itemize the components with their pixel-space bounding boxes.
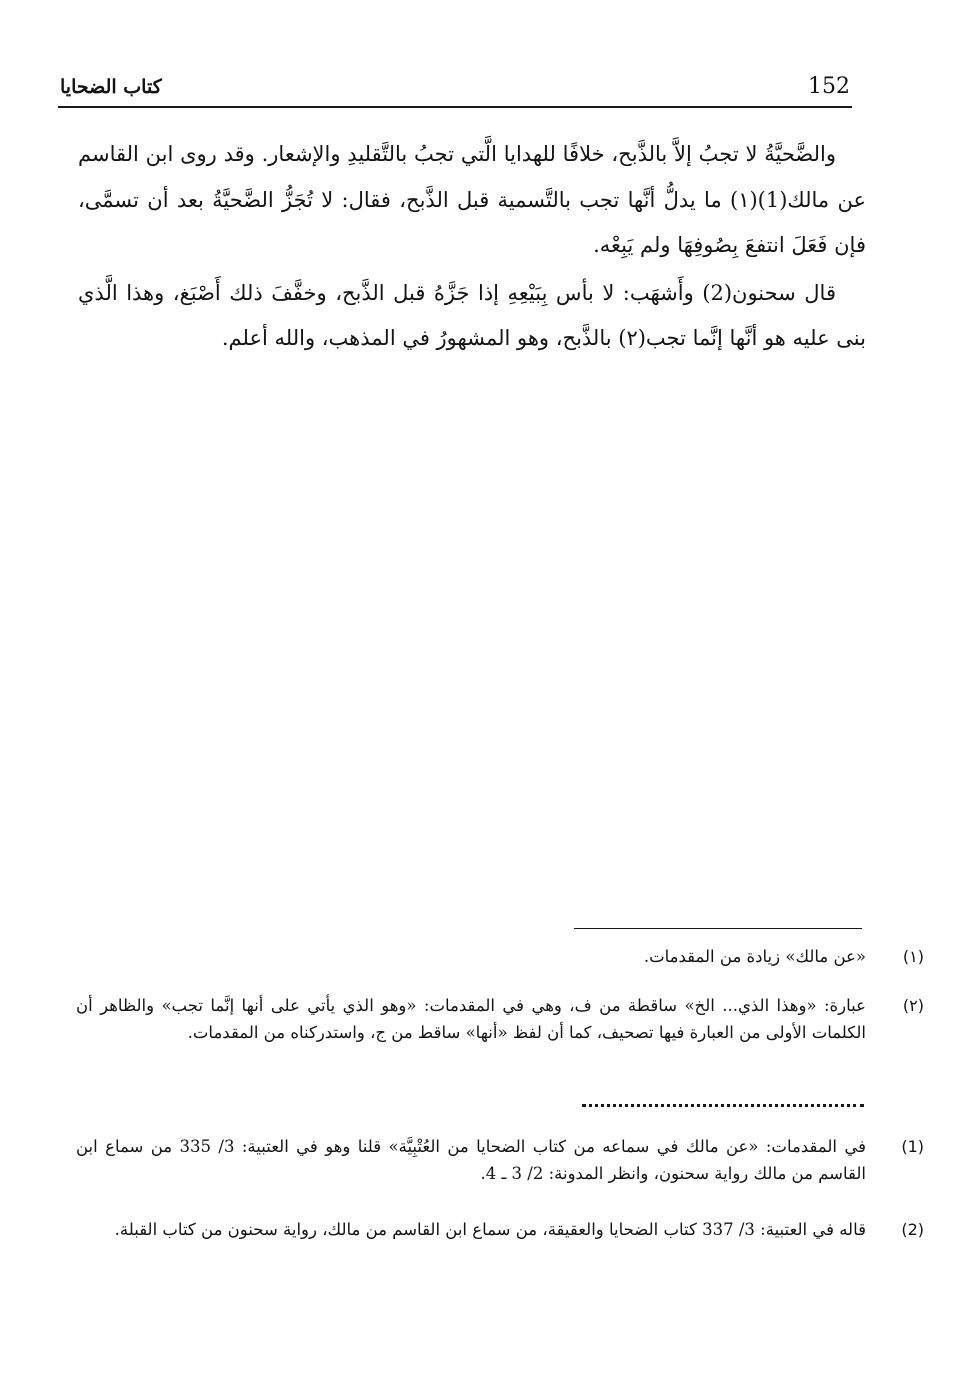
footnote-marker: (1) — [901, 1137, 924, 1156]
footnote-marker: (2) — [901, 1220, 924, 1239]
footnote — [76, 1216, 924, 1243]
footnote — [76, 1133, 924, 1187]
footnote-text: في المقدمات: «عن مالك في سماعه من كتاب الضحايا من العُتْبِيَّة» قلنا وهو في العتبية: 3/ 335 من سماع ابن القاسم من مالك رواية سحنون، وانظر المدونة: 2/ 3 ـ 4. — [76, 1137, 866, 1183]
footnote-separator-dotted — [582, 1104, 864, 1113]
page-number: 152 — [808, 74, 850, 99]
header-rule — [58, 106, 852, 108]
running-title: كتاب الضحايا — [60, 76, 162, 98]
footnote — [76, 992, 924, 1046]
paragraph: قال سحنون(2) وأَشهَب: لا بأس بِبَيْعِهِ إذا جَزَّهُ قبل الذَّبح، وخفَّفَ ذلك أَصْبَغ، وهذا الَّذي بنى عليه هو أنَّها إنَّما تجب(٢) بالذَّبح، وهو المشهورُ في المذهب، والله أعلم. — [78, 280, 866, 350]
page-header — [60, 74, 850, 108]
footnote — [76, 943, 924, 970]
paragraph: والضَّحيَّةُ لا تجبُ إلاَّ بالذَّبح، خلافًا للهدايا الَّتي تجبُ بالتَّقليدِ والإشعار. وقد روى ابن القاسم عن مالك(1)(١) ما يدلُّ أنَّها تجب بالتَّسمية قبل الذَّبح، فقال: لا تُجَزُّ الضَّحيَّةُ بعد أن تسمَّى، فإن فَعَلَ انتفعَ بِصُوفِهَا ولم يَبِعْه. — [78, 142, 866, 257]
main-text — [78, 132, 866, 362]
footnote-marker: (٢) — [902, 996, 924, 1015]
footnote-text: عبارة: «وهذا الذي... الخ» ساقطة من ف، وهي في المقدمات: «وهو الذي يأتي على أنها إنَّما تجب» والظاهر أن الكلمات الأولى من العبارة فيها تصحيف، كما أن لفظ «أنها» ساقط من ج، واستدركناه من المقدمات. — [76, 996, 866, 1042]
footnote-text: قاله في العتبية: 3/ 337 كتاب الضحايا والعقيقة، من سماع ابن القاسم من مالك، رواية سحنون من كتاب القبلة. — [114, 1220, 866, 1239]
footnote-text: «عن مالك» زيادة من المقدمات. — [643, 947, 866, 966]
footnote-rule — [574, 928, 862, 929]
footnote-marker: (١) — [902, 947, 924, 966]
